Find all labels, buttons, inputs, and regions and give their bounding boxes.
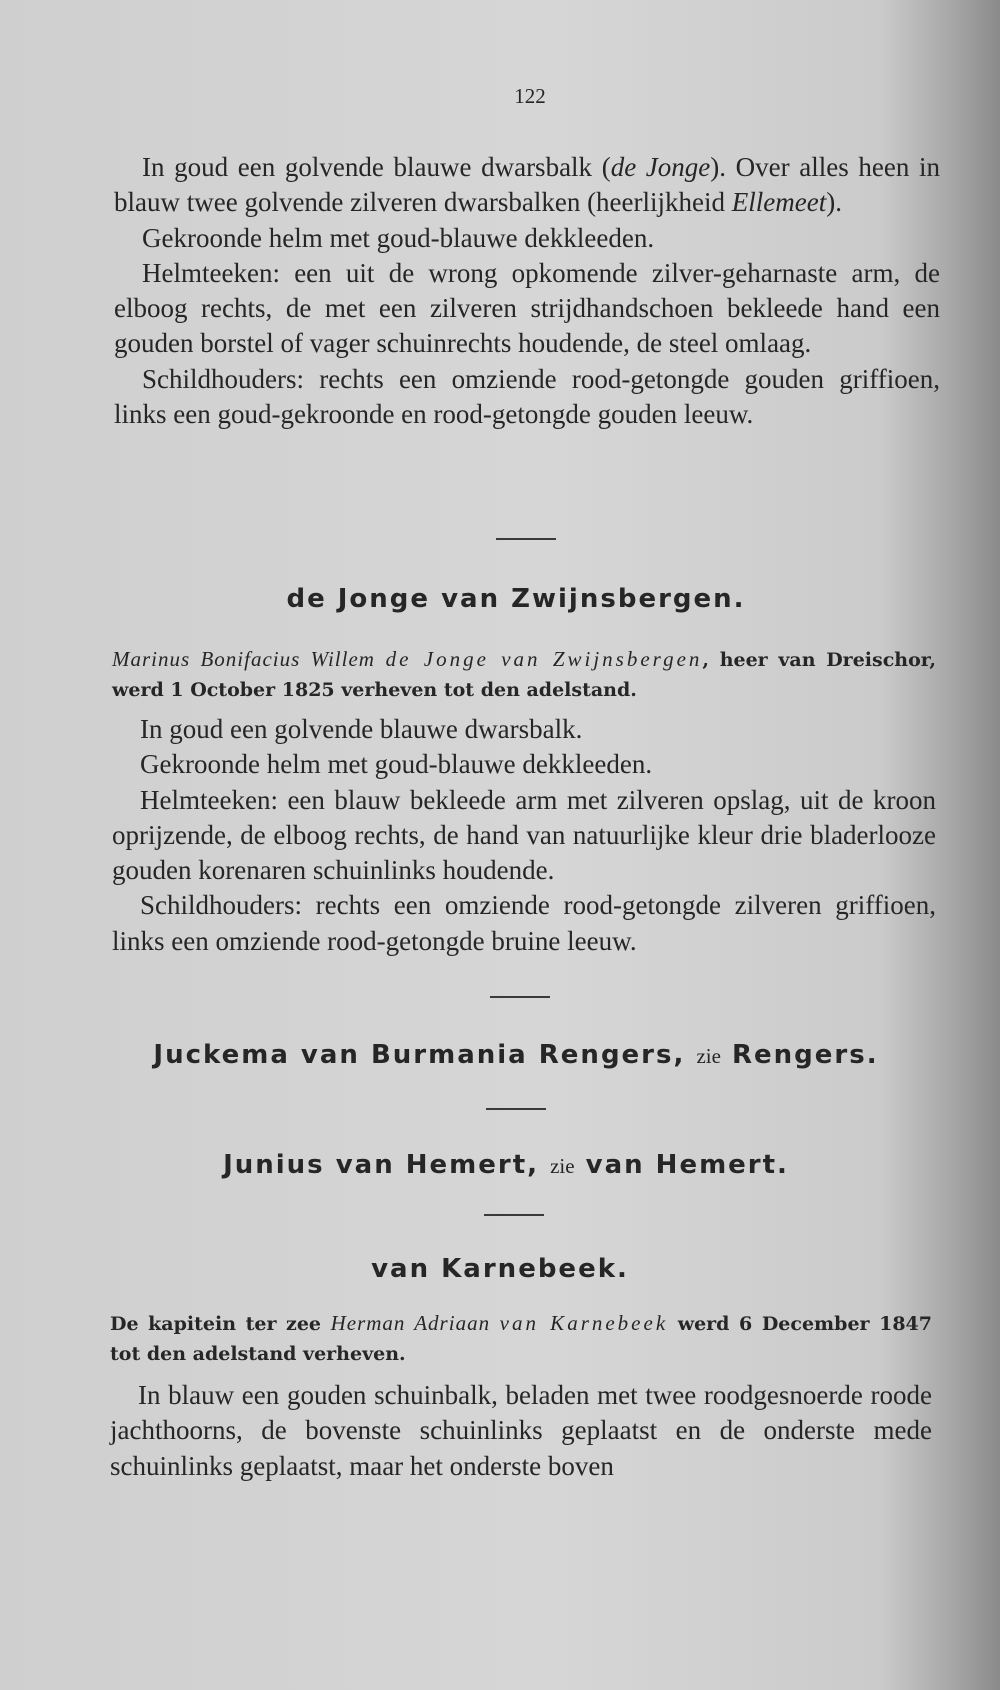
section-2-text [112, 712, 936, 959]
section-divider [486, 1108, 546, 1110]
section-divider [484, 1214, 544, 1216]
paragraph: Gekroonde helm met goud-blauwe dekkleeden. [142, 222, 655, 253]
section-divider [496, 538, 556, 540]
section-1-text [114, 150, 940, 432]
paragraph: In goud een golvende blauwe dwarsbalk (de Jonge). Over alles heen in blauw twee golvende zilveren dwarsbalken (heerlijkheid Ellemeet). [114, 152, 940, 218]
page-number: 122 [514, 84, 546, 108]
paragraph: Helmteeken: een uit de wrong opkomende zilver-geharnaste arm, de elboog rechts, de met een zilveren strijdhandschoen bekleede hand een gouden borstel of vager schuinrechts houdende, de steel omlaag. [114, 257, 940, 359]
paragraph: Schildhouders: rechts een omziende rood-getongde gouden griffioen, links een goud-gekroonde en rood-getongde gouden leeuw. [114, 363, 940, 430]
paragraph: In goud een golvende blauwe dwarsbalk. [140, 714, 583, 744]
paragraph: Gekroonde helm met goud-blauwe dekkleeden. [140, 749, 653, 780]
section-heading: Junius van Hemert, zie van Hemert. [223, 1150, 789, 1180]
section-heading: Juckema van Burmania Rengers, zie Rengers. [153, 1040, 879, 1070]
section-heading: van Karnebeek. [371, 1254, 629, 1284]
paragraph: Schildhouders: rechts een omziende rood-getongde zilveren griffioen, links een omziende rood-getongde bruine leeuw. [112, 890, 936, 956]
section-divider [490, 996, 550, 998]
section-heading: de Jonge van Zwijnsbergen. [286, 584, 746, 614]
section-intro: De kapitein ter zee Herman Adriaan van Karnebeek werd 6 December 1847 tot den adelstand verheven. [110, 1311, 932, 1365]
paragraph: Helmteeken: een blauw bekleede arm met zilveren opslag, uit de kroon oprijzende, de elboog rechts, de hand van natuurlijke kleur drie bladerlooze gouden korenaren schuinlinks houdende. [112, 784, 936, 886]
section-5-text [110, 1378, 932, 1484]
paragraph: In blauw een gouden schuinbalk, beladen met twee roodgesnoerde roode jachthoorns, de bovenste schuinlinks geplaatst en de onderste mede schuinlinks geplaatst, maar het onderste boven [110, 1380, 932, 1481]
section-intro: Marinus Bonifacius Willem de Jonge van Zwijnsbergen, heer van Dreischor, werd 1 October 1825 verheven tot den adelstand. [112, 647, 936, 701]
